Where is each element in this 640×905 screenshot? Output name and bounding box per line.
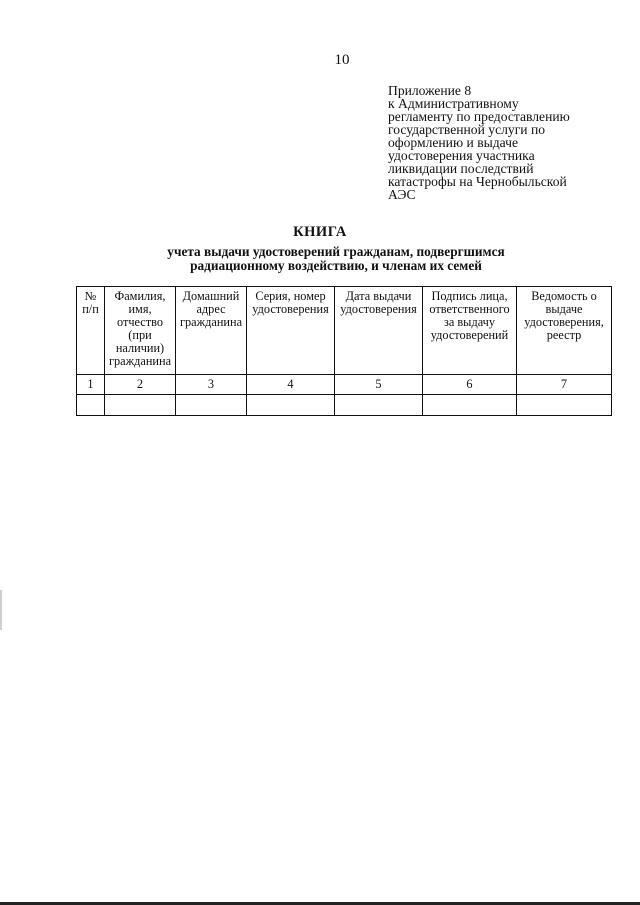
table-cell	[517, 395, 612, 416]
book-title: КНИГА	[293, 224, 347, 240]
appendix-line: Приложение 8	[388, 83, 472, 98]
page-number: 10	[334, 52, 350, 68]
appendix-line: оформлению и выдаче	[388, 135, 519, 150]
header-line: наличии)	[115, 341, 165, 355]
header-line: Серия, номер	[255, 289, 326, 303]
appendix-note	[388, 84, 608, 201]
header-line: Дата выдачи	[345, 289, 412, 303]
column-number: 7	[517, 375, 612, 395]
header-line: Ведомость о	[531, 289, 597, 303]
header-line: отчество	[116, 315, 163, 329]
column-number: 4	[247, 375, 335, 395]
header-line: №	[84, 289, 97, 303]
header-line: удостоверения	[340, 302, 417, 316]
appendix-line: государственной услуги по	[388, 122, 546, 137]
header-line: реестр	[546, 328, 582, 342]
header-line: адрес	[196, 302, 226, 316]
book-subtitle	[0, 245, 640, 273]
scan-edge-shadow	[0, 590, 2, 630]
appendix-line: ликвидации последствий	[388, 161, 534, 176]
book-subtitle-line: учета выдачи удостоверений гражданам, подвергшимся	[167, 244, 505, 259]
header-line: п/п	[82, 302, 99, 316]
table-cell	[105, 395, 176, 416]
header-line: гражданина	[179, 315, 243, 329]
header-line: гражданина	[108, 354, 172, 368]
header-line: удостоверений	[430, 328, 509, 342]
header-line: за выдачу	[443, 315, 495, 329]
header-line: Фамилия,	[114, 289, 166, 303]
header-issue-date	[335, 287, 423, 375]
header-line: Подпись лица,	[431, 289, 508, 303]
header-number	[77, 287, 105, 375]
column-number: 6	[423, 375, 517, 395]
appendix-line: регламенту по предоставлению	[388, 109, 570, 124]
column-number: 3	[176, 375, 247, 395]
header-certificate-series	[247, 287, 335, 375]
column-number: 1	[77, 375, 105, 395]
header-line: Домашний	[182, 289, 240, 303]
appendix-line: АЭС	[388, 187, 416, 202]
header-line: удостоверения,	[524, 315, 604, 329]
table-cell	[77, 395, 105, 416]
column-number-row	[77, 375, 612, 395]
table-row	[77, 395, 612, 416]
appendix-line: катастрофы на Чернобыльской	[388, 174, 567, 189]
appendix-line: к Административному	[388, 96, 519, 111]
table-header-row	[77, 287, 612, 375]
table-cell	[176, 395, 247, 416]
header-home-address	[176, 287, 247, 375]
header-responsible-signature	[423, 287, 517, 375]
table-cell	[423, 395, 517, 416]
header-line: выдаче	[545, 302, 583, 316]
header-line: (при	[128, 328, 152, 342]
table-cell	[335, 395, 423, 416]
column-number: 5	[335, 375, 423, 395]
book-subtitle-line: радиационному воздействию, и членам их семей	[190, 258, 482, 273]
appendix-line: удостоверения участника	[388, 148, 535, 163]
table-cell	[247, 395, 335, 416]
header-line: ответственного	[429, 302, 510, 316]
register-table	[76, 286, 612, 416]
column-number: 2	[105, 375, 176, 395]
header-line: имя,	[128, 302, 152, 316]
header-line: удостоверения	[252, 302, 329, 316]
header-issue-register	[517, 287, 612, 375]
header-full-name	[105, 287, 176, 375]
